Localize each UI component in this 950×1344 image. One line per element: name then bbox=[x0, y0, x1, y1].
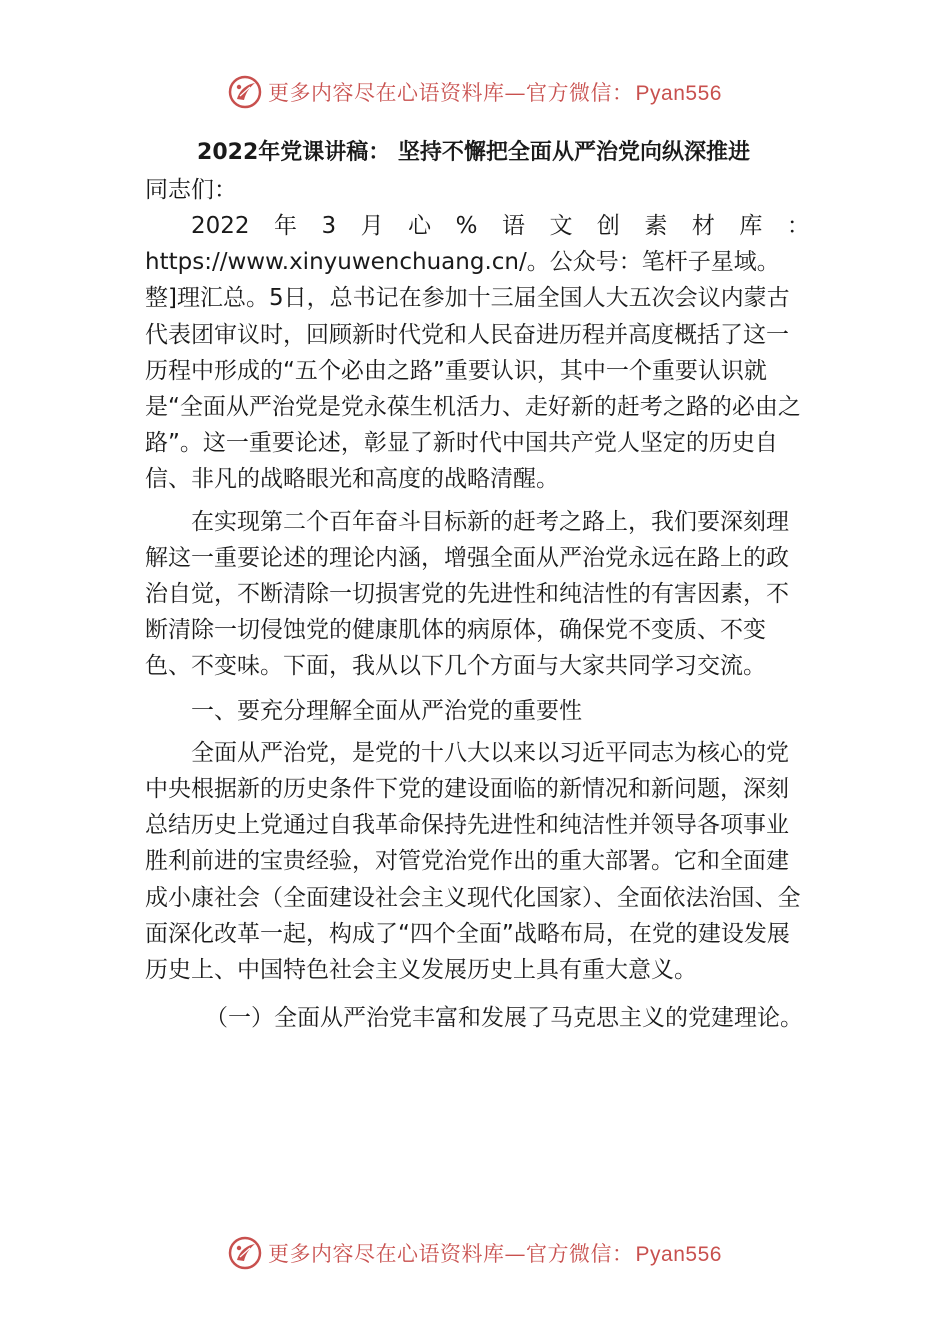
section-heading-1: 一、要充分理解全面从严治党的重要性 bbox=[191, 697, 582, 724]
wechat-id: Pyan556 bbox=[635, 82, 722, 105]
paragraph-3: 全面从严治党，是党的十八大以来以习近平同志为核心的党中央根据新的历史条件下党的建设面临的新情况和新问题，深刻总结历史上党通过自我革命保持先进性和纯洁性并领导各项事业胜利前进的宝贵经验，对管党治党作出的重大部署。它和全面建成小康社会（全面建设社会主义现代化国家）、全面依法治国、全面深化改革一起，构成了“四个全面”战略布局，在党的建设发展历史上、中国特色社会主义发展历史上具有重大意义。 bbox=[145, 739, 801, 984]
document-body bbox=[145, 134, 810, 1036]
spaced-char: 文 bbox=[549, 213, 573, 239]
spaced-char: 创 bbox=[596, 213, 620, 239]
document-title: 2022年党课讲稿： 坚持不懈把全面从严治党向纵深推进 bbox=[197, 140, 750, 165]
spaced-char: 材 bbox=[691, 213, 715, 239]
spaced-char: % bbox=[455, 213, 478, 239]
spaced-char: ： bbox=[786, 213, 810, 239]
header-banner bbox=[0, 72, 950, 112]
sub-heading-1: （一）全面从严治党丰富和发展了马克思主义的党建理论。 bbox=[205, 1005, 803, 1032]
salutation: 同志们： bbox=[145, 177, 237, 203]
spaced-char: 年 bbox=[274, 213, 298, 239]
paragraph-2: 在实现第二个百年奋斗目标新的赶考之路上，我们要深刻理解这一重要论述的理论内涵，增强全面从严治党永远在路上的政治自觉，不断清除一切损害党的先进性和纯洁性的有害因素，不断清除一切侵蚀党的健康肌体的病原体，确保党不变质、不变色、不变味。下面，我从以下几个方面与大家共同学习交流。 bbox=[145, 508, 789, 680]
footer-banner bbox=[0, 1233, 950, 1273]
spaced-char: 语 bbox=[501, 213, 525, 239]
spaced-char: 2022 bbox=[191, 213, 250, 239]
spaced-char: 3 bbox=[321, 213, 337, 239]
spaced-char: 素 bbox=[644, 213, 668, 239]
banner-text: 更多内容尽在心语资料库—官方微信：Pyan556 bbox=[268, 1242, 722, 1266]
spaced-char: 月 bbox=[360, 213, 384, 239]
spaced-char: 心 bbox=[408, 213, 432, 239]
brand-logo-icon bbox=[228, 75, 262, 109]
spaced-char: 库 bbox=[739, 213, 763, 239]
brand-logo-icon bbox=[228, 1236, 262, 1270]
paragraph-1: https://www.xinyuwenchuang.cn/。公众号：笔杆子星域。整]理汇总。5日，总书记在参加十三届全国人大五次会议内蒙古代表团审议时，回顾新时代党和人民奋进历程并高度概括了这一历程中形成的“五个必由之路”重要认识，其中一个重要认识就是“全面从严治党是党永葆生机活力、走好新的赶考之路的必由之路”。这一重要论述，彰显了新时代中国共产党人坚定的历史自信、非凡的战略眼光和高度的战略清醒。 bbox=[145, 249, 801, 493]
wechat-id: Pyan556 bbox=[635, 1243, 722, 1266]
paragraph-1-first-line bbox=[145, 208, 810, 244]
banner-text: 更多内容尽在心语资料库—官方微信：Pyan556 bbox=[268, 81, 722, 105]
